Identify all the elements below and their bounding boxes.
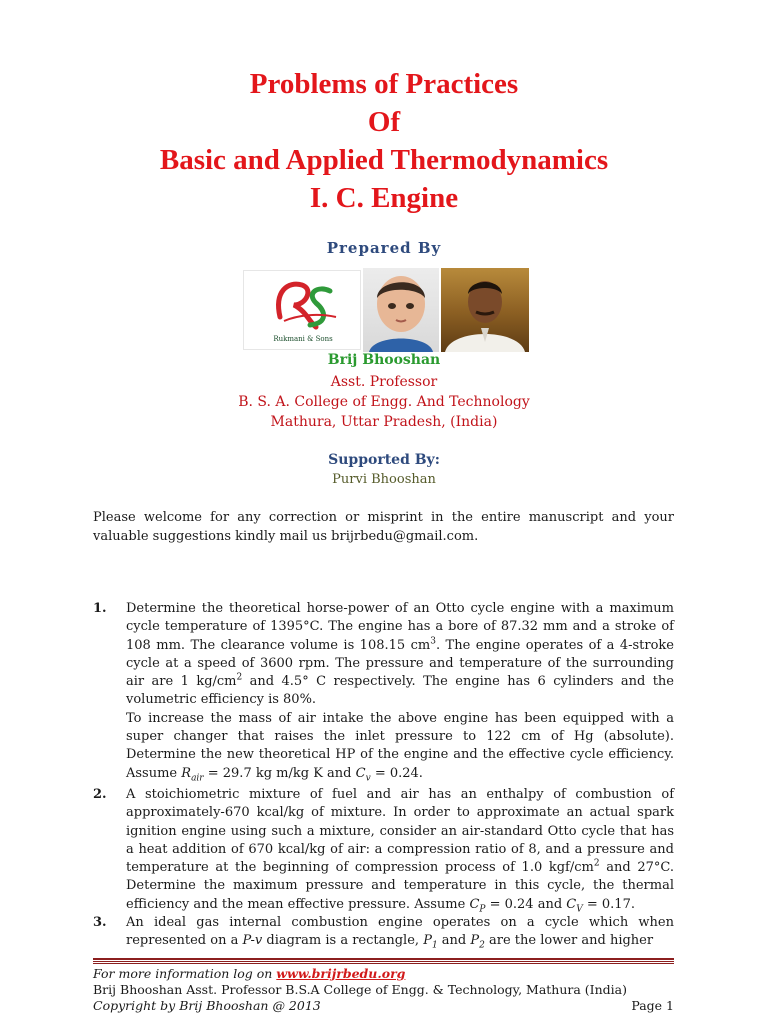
supported-by-label: Supported By: bbox=[328, 452, 440, 468]
problem-number: 1. bbox=[93, 601, 107, 616]
rukmani-sons-logo bbox=[243, 270, 361, 350]
footer-copyright: Copyright by Brij Bhooshan @ 2013 bbox=[93, 998, 321, 1013]
page-number: Page 1 bbox=[631, 998, 674, 1013]
document-title-line-4: I. C. Engine bbox=[309, 182, 459, 214]
logo-caption: Rukmani & Sons bbox=[273, 335, 333, 343]
rs-monogram-icon bbox=[244, 271, 362, 337]
footer-info bbox=[93, 966, 674, 982]
author-location: Mathura, Uttar Pradesh, (India) bbox=[270, 414, 498, 430]
problem-number: 2. bbox=[93, 787, 107, 802]
problem-text: An ideal gas internal combustion engine operates on a cycle which when represented on a P-v diagram is a rectangle, $P_1$ and $P_2$ are the lower and higher bbox=[126, 915, 674, 951]
document-title-line-1: Problems of Practices bbox=[249, 68, 519, 100]
child-photo bbox=[363, 268, 439, 352]
footer-author-line: Brij Bhooshan Asst. Professor B.S.A College of Engg. & Technology, Mathura (India) bbox=[93, 982, 627, 997]
footer-info-prefix: For more information log on bbox=[93, 966, 277, 981]
footer-copyright-row bbox=[93, 998, 674, 1014]
document-title-line-3: Basic and Applied Thermodynamics bbox=[159, 144, 609, 176]
author-college: B. S. A. College of Engg. And Technology bbox=[238, 394, 530, 410]
problem-text: A stoichiometric mixture of fuel and air has an enthalpy of combustion of approximately-670 kcal/kg of mixture. In order to approximate an actual spark ignition engine using such a mixture, consider an air-standard Otto cycle that has a heat addition of 670 kcal/kg of air: a compression ratio of 8, and a pressure and temperature at the beginning of compression process of 1.0 kgf/$cm^2$ and 27°C. Determine the maximum pressure and temperature in this cycle, the thermal efficiency and the mean effective pressure. Assume $C_P = 0.24$ and $C_V = 0.17$. bbox=[126, 787, 674, 915]
author-position: Asst. Professor bbox=[330, 374, 438, 390]
author-photos bbox=[243, 268, 529, 352]
footer-divider bbox=[93, 958, 674, 964]
author-photo bbox=[441, 268, 529, 352]
intro-paragraph: Please welcome for any correction or misprint in the entire manuscript and your valuable suggestions kindly mail us brijrbedu@gmail.com. bbox=[93, 510, 674, 544]
prepared-by-label: Prepared By bbox=[326, 239, 442, 257]
problem-text: Determine the theoretical horse-power of an Otto cycle engine with a maximum cycle temperature of 1395°C. The engine has a bore of 87.32 mm and a stroke of 108 mm. The clearance volume is 108.15 $cm^3$. The engine operates of a 4-stroke cycle at a speed of 3600 rpm. The pressure and temperature of the surrounding air are 1 $kg/cm^2$ and 4.5° C respectively. The engine has 6 cylinders and the volumetric efficiency is 80%. To increase the mass of air intake the above engine has been equipped with a super changer that raises the inlet pressure to 122 cm of Hg (absolute). Determine the new theoretical HP of the engine and the effective cycle efficiency. Assume $R_{air} = 29.7$ kg m/kg K and $C_v = 0.24$. bbox=[126, 601, 674, 784]
supporter-name: Purvi Bhooshan bbox=[332, 472, 436, 487]
website-link[interactable]: www.brijrbedu.org bbox=[276, 966, 406, 981]
author-name: Brij Bhooshan bbox=[327, 352, 441, 368]
problem-number: 3. bbox=[93, 915, 107, 930]
document-title-line-2: Of bbox=[367, 106, 401, 138]
